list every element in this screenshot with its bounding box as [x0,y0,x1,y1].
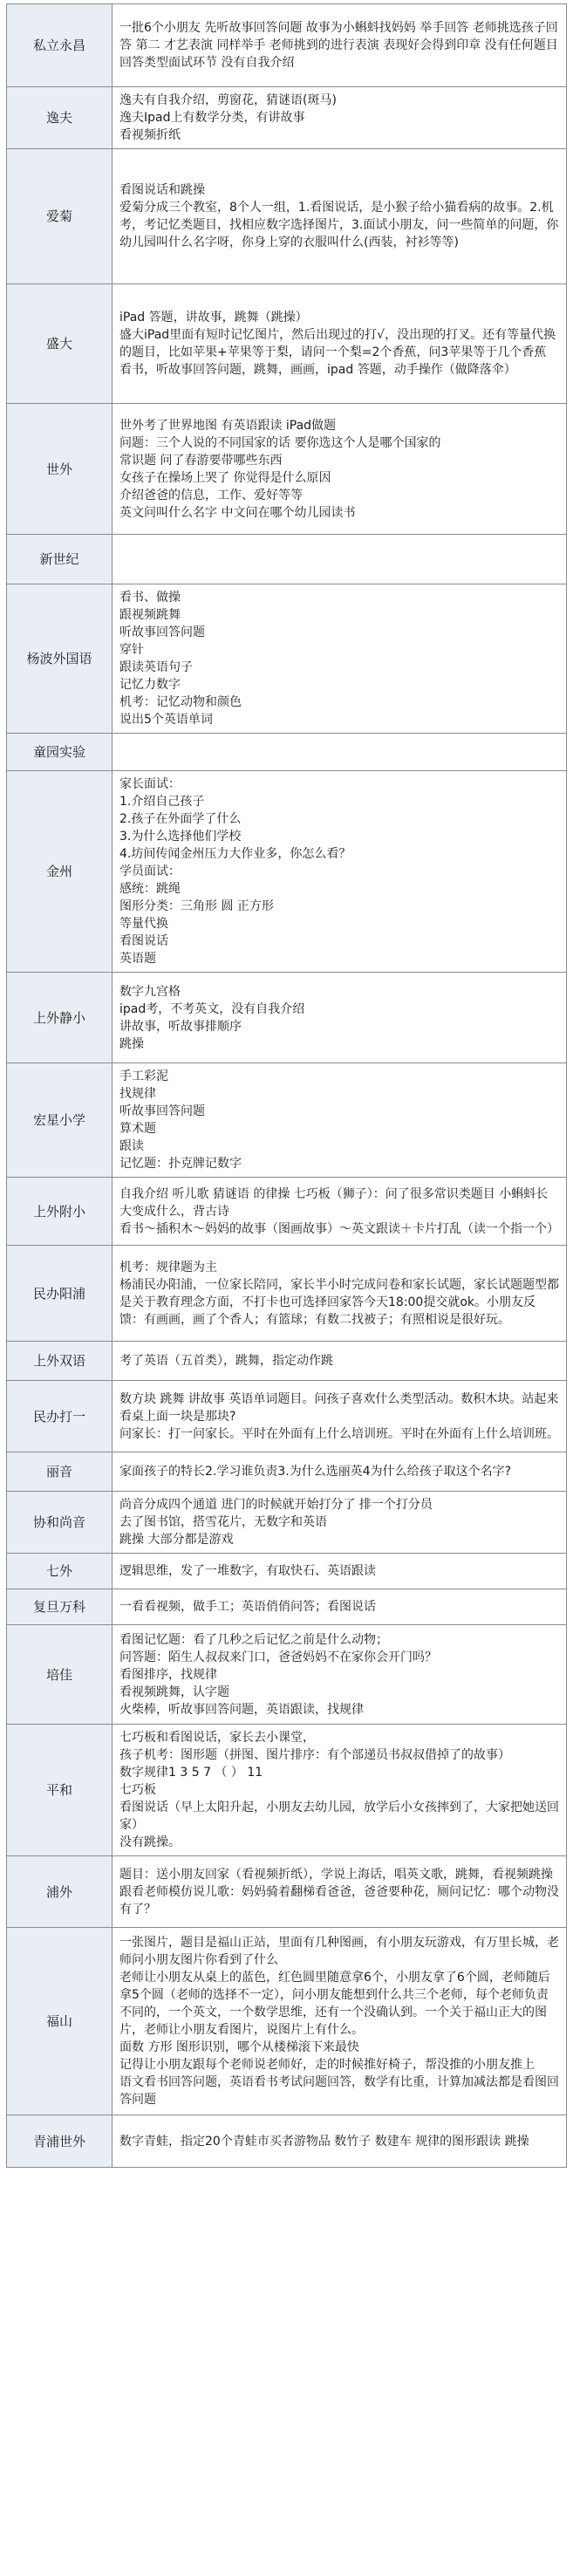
table-row [7,1856,567,1928]
table-row [7,1063,567,1178]
school-name-cell: 私立永昌 [7,4,113,87]
interview-notes-cell: 考了英语（五首类），跳舞，指定动作跳 [113,1342,567,1381]
school-name-cell: 童园实验 [7,734,113,771]
school-name-cell: 逸夫 [7,87,113,149]
school-name-cell: 新世纪 [7,535,113,584]
interview-notes-cell: 家长面试： 1.介绍自己孩子 2.孩子在外面学了什么 3.为什么选择他们学校 4.坊间传闻金州压力大作业多，你怎么看？ 学员面试： 感统：跳绳 图形分类：三角形 圆 正方形 等量代换 看图说话 英语题 [113,771,567,973]
interview-notes-cell: 一批6个小朋友 先听故事回答问题 故事为小蝌蚪找妈妈 举手回答 老师挑选孩子回答 第二 才艺表演 同样举手 老师挑到的进行表演 表现好会得到印章 没有任何题目回答类型面试环节 没有自我介绍 [113,4,567,87]
school-name-cell: 协和尚音 [7,1492,113,1554]
interview-notes-cell: 机考：规律题为主 杨浦民办阳浦，一位家长陪同，家长半小时完成问卷和家长试题，家长试题题型都是关于教育理念方面，不打卡也可选择回家答今天18:00提交就ok。小朋友反馈：有画画，画了个香人；有篮球；有数二找被子；有照相说是很好玩。 [113,1246,567,1342]
school-name-cell: 爱菊 [7,149,113,284]
school-name-cell: 上外双语 [7,1342,113,1381]
table-row [7,1246,567,1342]
interview-notes-cell: 世外考了世界地图 有英语跟读 iPad做题 问题：三个人说的不同国家的话 要你选这个人是哪个国家的 常识题 问了春游要带哪些东西 女孩子在操场上哭了 你觉得是什么原因 介绍爸爸的信息，工作、爱好等等 英文问叫什么名字 中文问在哪个幼儿园读书 [113,404,567,535]
table-row [7,1381,567,1452]
table-row [7,284,567,404]
table-row [7,1492,567,1554]
table-row [7,404,567,535]
school-name-cell: 上外静小 [7,973,113,1063]
school-name-cell: 上外附小 [7,1178,113,1246]
school-name-cell: 宏星小学 [7,1063,113,1178]
interview-notes-cell: 题目：送小朋友回家（看视频折纸），学说上海话，唱英文歌，跳舞，看视频跳操 跟看老师模仿说儿歌：妈妈骑着翻梯看爸爸，爸爸要种花，厕问记忆：哪个动物没有了？ [113,1856,567,1928]
interview-notes-cell: 尚音分成四个通道 进门的时候就开始打分了 排一个打分员 去了图书馆，搭雪花片，无数字和英语 跳操 大部分都是游戏 [113,1492,567,1554]
school-name-cell: 丽音 [7,1452,113,1492]
table-row [7,1725,567,1856]
school-name-cell: 世外 [7,404,113,535]
school-name-cell: 浦外 [7,1856,113,1928]
interview-table [6,3,567,2168]
interview-notes-cell: 数字九宫格 ipad考，不考英文，没有自我介绍 讲故事，听故事排顺序 跳操 [113,973,567,1063]
interview-notes-cell [113,535,567,584]
interview-notes-cell [113,734,567,771]
interview-notes-cell: 七巧板和看图说话，家长去小课堂， 孩子机考：图形题（拼图、图片排序：有个部递员书叔叔借掉了的故事） 数字规律1 3 5 7 （ ） 11 七巧板 看图说话（早上太阳升起，小朋友去幼儿园，放学后小女孩摔到了，大家把她送回家） 没有跳操。 [113,1725,567,1856]
interview-notes-cell: 手工彩泥 找规律 听故事回答问题 算术题 跟读 记忆题：扑克牌记数字 [113,1063,567,1178]
school-name-cell: 福山 [7,1928,113,2115]
table-row [7,584,567,734]
school-name-cell: 七外 [7,1554,113,1589]
interview-notes-cell: 一看看视频，做手工；英语俏俏问答；看图说话 [113,1589,567,1625]
table-row [7,734,567,771]
school-name-cell: 平和 [7,1725,113,1856]
table-row [7,2115,567,2168]
interview-notes-cell: 家面孩子的特长2.学习谁负责3.为什么选丽英4为什么给孩子取这个名字? [113,1452,567,1492]
table-row [7,149,567,284]
school-name-cell: 金州 [7,771,113,973]
table-row [7,1625,567,1725]
table-row [7,1178,567,1246]
interview-notes-cell: 逸夫有自我介绍，剪窗花，猜谜语(斑马) 逸夫Ipad上有数学分类，有讲故事 看视频折纸 [113,87,567,149]
table-row [7,1342,567,1381]
table-row [7,87,567,149]
table-row [7,4,567,87]
table-row [7,1554,567,1589]
interview-notes-cell: 看图说话和跳操 爱菊分成三个教室，8个人一组，1.看图说话，是小猴子给小猫看病的故事。2.机考，考记忆类题目，找相应数字选择图片，3.面试小朋友，问一些简单的问题，你幼儿园叫什么名字呀，你身上穿的衣服叫什么(西装，衬衫等等) [113,149,567,284]
interview-notes-cell: 一张图片，题目是福山正站，里面有几种图画，有小朋友玩游戏，有万里长城，老师问小朋友图片你看到了什么 老师让小朋友从桌上的蓝色，红色圆里随意拿6个，小朋友拿了6个圆，老师随后拿5个圆（老师的选择不一定），问小朋友能想到什么共三个老师，每个老师负责不同的，一个英文，一个数学思维，还有一个没确认到。一个关于福山正大的图片，老师让小朋友看图片，说图片上有什么。 面数 方形 图形识别，哪个从楼梯滚下来最快 记得让小朋友跟每个老师说老师好，走的时候推好椅子，帮没推的小朋友推上 语文看书回答问题，英语看书考试问题回答，数学有比重，计算加减法都是看图回答问题 [113,1928,567,2115]
interview-notes-cell: 逻辑思维，发了一堆数字，有取快石、英语跟读 [113,1554,567,1589]
table-row [7,973,567,1063]
school-name-cell: 民办打一 [7,1381,113,1452]
table-row [7,535,567,584]
interview-notes-cell: 看书、做操 跟视频跳舞 听故事回答问题 穿针 跟读英语句子 记忆力数字 机考：记忆动物和颜色 说出5个英语单词 [113,584,567,734]
interview-notes-cell: 看图记忆题：看了几秒之后记忆之前是什么动物； 问答题：陌生人叔叔来门口，爸爸妈妈不在家你会开门吗？ 看图排序，找规律 看视频跳舞，认字题 火柴棒，听故事回答问题，英语跟读，找规律 [113,1625,567,1725]
interview-notes-cell: iPad 答题，讲故事，跳舞（跳操） 盛大iPad里面有短时记忆图片，然后出现过的打√，没出现的打叉。还有等量代换的题目，比如苹果+苹果等于梨，请问一个梨=2个香蕉，问3苹果等于几个香蕉 看书，听故事回答问题，跳舞，画画，ipad 答题，动手操作（做降落伞） [113,284,567,404]
interview-notes-cell: 数字青蛙，指定20个青蛙市买者游物品 数竹子 数建车 规律的图形跟读 跳操 [113,2115,567,2168]
table-row [7,1452,567,1492]
table-row [7,771,567,973]
school-name-cell: 民办阳浦 [7,1246,113,1342]
school-name-cell: 培佳 [7,1625,113,1725]
school-name-cell: 盛大 [7,284,113,404]
school-name-cell: 复旦万科 [7,1589,113,1625]
school-name-cell: 杨波外国语 [7,584,113,734]
school-name-cell: 青浦世外 [7,2115,113,2168]
interview-notes-cell: 数方块 跳舞 讲故事 英语单词题目。问孩子喜欢什么类型活动。数积木块。站起来看桌上面一块是那块? 问家长：打一问家长。平时在外面有上什么培训班。平时在外面有上什么培训班。 [113,1381,567,1452]
table-row [7,1589,567,1625]
table-row [7,1928,567,2115]
interview-notes-cell: 自我介绍 听儿歌 猜谜语 的律操 七巧板（狮子）：问了很多常识类题目 小蝌蚪长大变成什么，背古诗 看书～插积木～妈妈的故事（图画故事）～英文跟读＋卡片打乱（读一个指一个） [113,1178,567,1246]
